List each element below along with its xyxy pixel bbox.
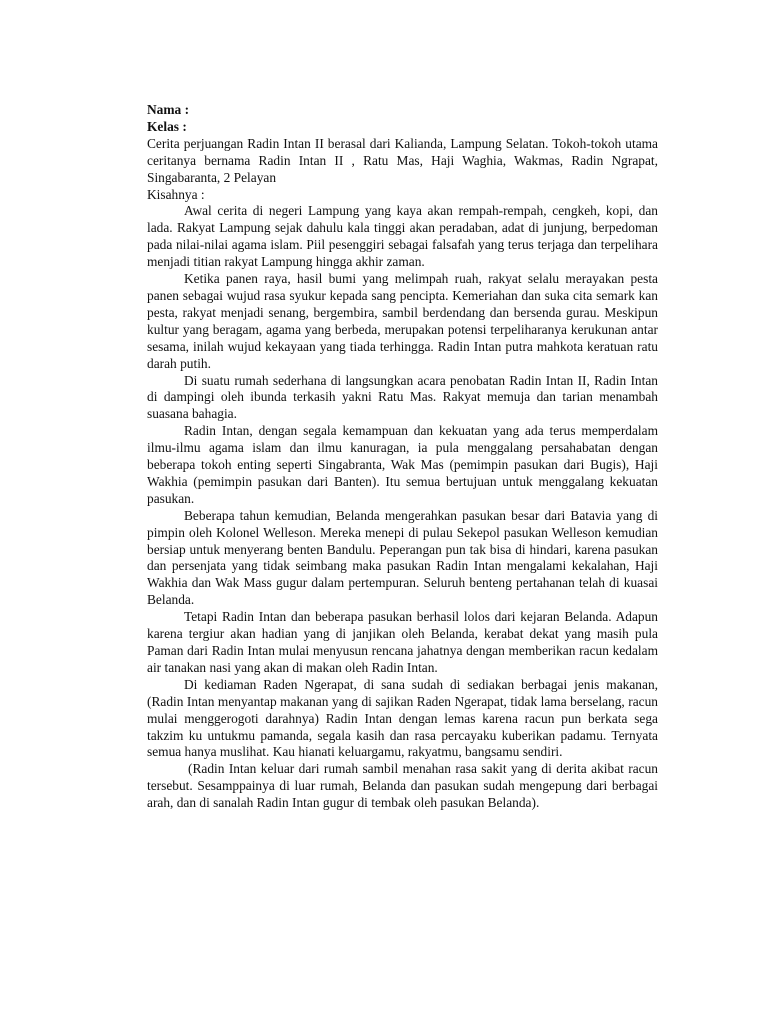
story-paragraph-7: Di kediaman Raden Ngerapat, di sana sudah di sediakan berbagai jenis makanan, (Radin Intan menyantap makanan yang di sajikan Raden Ngerapat, tidak lama berselang, racun mulai menggerogoti darahnya) Radin Intan dengan lemas karena racun pun berkata sega takzim ku untukmu pamanda, segala kasih dan rasa percayaku kuberikan padamu. Ternyata semua hanya muslihat. Kau hianati keluargamu, rakyatmu, bangsamu sendiri. (147, 676, 658, 760)
document-page (147, 102, 658, 812)
story-paragraph-8: (Radin Intan keluar dari rumah sambil menahan rasa sakit yang di derita akibat racun tersebut. Sesamppainya di luar rumah, Belanda dan pasukan sudah mengepung dari berbagai arah, dan di sanalah Radin Intan gugur di tembak oleh pasukan Belanda). (147, 761, 658, 811)
story-paragraph-2: Ketika panen raya, hasil bumi yang melimpah ruah, rakyat selalu merayakan pesta panen sebagai wujud rasa syukur kepada sang pencipta. Kemeriahan dan suka cita semark kan pesta, rakyat menjadi senang, bergembira, sambil berdendang dan bersenda gurau. Meskipun kultur yang beragam, agama yang berbeda, merupakan potensi terpeliharanya kerukunan antar sesama, inilah wujud kekayaan yang tiada terhingga. Radin Intan putra mahkota keratuan ratu darah putih. (147, 271, 658, 371)
story-paragraph-5: Beberapa tahun kemudian, Belanda mengerahkan pasukan besar dari Batavia yang di pimpin oleh Kolonel Welleson. Mereka menepi di pulau Sekepol pasukan Welleson kemudian bersiap untuk menyerang benten Bandulu. Peperangan pun tak bisa di hindari, karena pasukan dan persenjata yang tidak seimbang maka pasukan Radin Intan mengalami kekalahan, Haji Wakhia dan Wak Mass gugur dalam pertempuran. Seluruh benteng pertahanan telah di kuasai Belanda. (147, 507, 658, 608)
story-paragraph-6: Tetapi Radin Intan dan beberapa pasukan berhasil lolos dari kejaran Belanda. Adapun karena tergiur akan hadian yang di janjikan oleh Belanda, kerabat dekat yang masih pula Paman dari Radin Intan mulai menyusun rencana jahatnya dengan memberikan racun kedalam air tanakan nasi yang akan di makan oleh Radin Intan. (147, 609, 658, 675)
kisah-label: Kisahnya : (147, 186, 205, 202)
story-paragraph-1: Awal cerita di negeri Lampung yang kaya akan rempah-rempah, cengkeh, kopi, dan lada. Rakyat Lampung sejak dahulu kala tinggi akan peradaban, adat di junjung, berpedoman pada nilai-nilai agama islam. Piil pesenggiri sebagai falsafah yang terus terjaga dan terpelihara menjadi titian rakyat Lampung hingga akhir zaman. (147, 203, 658, 270)
kelas-label: Kelas : (147, 118, 187, 134)
story-paragraph-3: Di suatu rumah sederhana di langsungkan acara penobatan Radin Intan II, Radin Intan di dampingi oleh ibunda terkasih yakni Ratu Mas. Rakyat memuja dan tarian menambah suasana bahagia. (147, 372, 658, 422)
intro-paragraph: Cerita perjuangan Radin Intan II berasal dari Kalianda, Lampung Selatan. Tokoh-tokoh utama ceritanya bernama Radin Intan II , Ratu Mas, Haji Waghia, Wakmas, Radin Ngrapat, Singabaranta, 2 Pelayan (147, 135, 658, 185)
nama-label: Nama : (147, 102, 190, 117)
story-paragraph-4: Radin Intan, dengan segala kemampuan dan kekuatan yang ada terus memperdalam ilmu-ilmu agama islam dan ilmu kanuragan, ia pula menggalang persahabatan dengan beberapa tokoh enting seperti Singabranta, Wak Mas (pemimpin pasukan dari Bugis), Haji Wakhia (pemimpin pasukan dari Banten). Itu semua bertujuan untuk menggalang kekuatan pasukan. (147, 423, 658, 506)
